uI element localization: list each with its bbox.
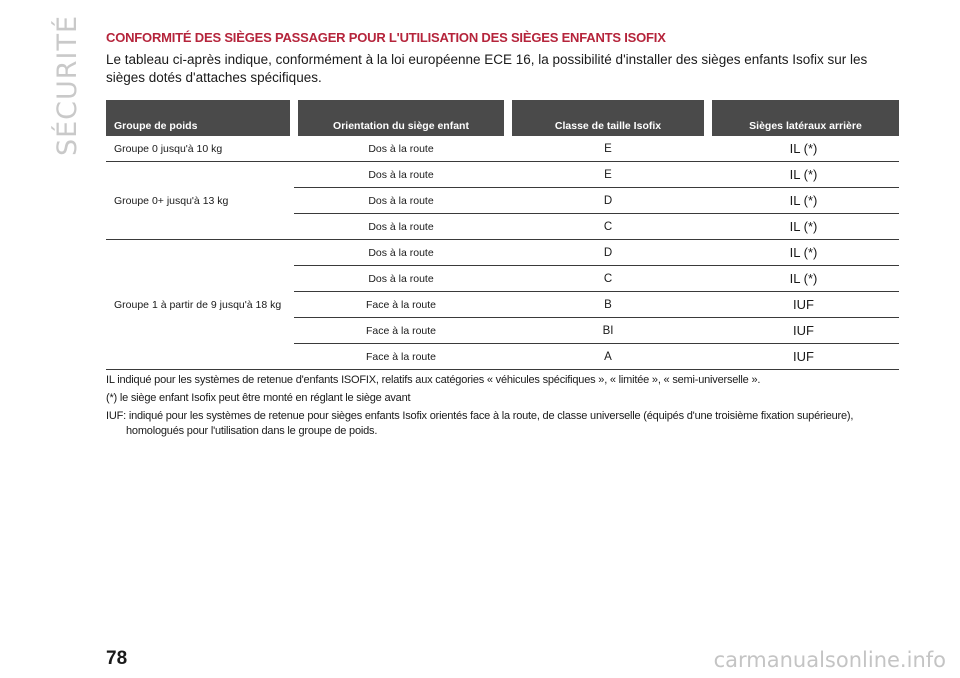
size-class-cell: E — [508, 162, 708, 188]
note-iuf: IUF: indiqué pour les systèmes de retenue pour sièges enfants Isofix orientés face à la route, de classe universelle (équipés d'une troisième fixation supérieure), homologués pour l'utilisation dans le groupe de poids. — [106, 410, 854, 437]
intro-paragraph: Le tableau ci-après indique, conformément à la loi européenne ECE 16, la possibilité d'installer des sièges enfants Isofix sur les sièges dotés d'attaches spécifiques. — [106, 52, 868, 85]
header-weight-group: Groupe de poids — [106, 100, 294, 136]
header-size-class: Classe de taille Isofix — [508, 100, 708, 136]
table-row — [106, 136, 899, 162]
page-number: 78 — [106, 648, 128, 669]
size-class-cell: C — [508, 214, 708, 240]
side-seats-cell: IUF — [708, 292, 899, 318]
size-class-cell: D — [508, 240, 708, 266]
table-row — [106, 162, 899, 188]
orientation-cell: Dos à la route — [294, 214, 508, 240]
section-heading: CONFORMITÉ DES SIÈGES PASSAGER POUR L'UTILISATION DES SIÈGES ENFANTS ISOFIX — [106, 30, 666, 45]
weight-group-cell: Groupe 0+ jusqu'à 13 kg — [106, 162, 294, 240]
side-seats-cell: IL (*) — [708, 240, 899, 266]
table-header — [106, 100, 899, 136]
side-seats-cell: IL (*) — [708, 136, 899, 162]
header-orientation: Orientation du siège enfant — [294, 100, 508, 136]
orientation-cell: Face à la route — [294, 344, 508, 370]
weight-group-cell: Groupe 1 à partir de 9 jusqu'à 18 kg — [106, 240, 294, 370]
size-class-cell: E — [508, 136, 708, 162]
side-seats-cell: IUF — [708, 318, 899, 344]
size-class-cell: B — [508, 292, 708, 318]
header-side-seats: Sièges latéraux arrière — [708, 100, 899, 136]
side-seats-cell: IUF — [708, 344, 899, 370]
orientation-cell: Dos à la route — [294, 136, 508, 162]
table-header-row — [106, 100, 899, 136]
side-seats-cell: IL (*) — [708, 266, 899, 292]
orientation-cell: Face à la route — [294, 292, 508, 318]
size-class-cell: A — [508, 344, 708, 370]
section-side-label — [50, 14, 86, 156]
page-content — [106, 30, 900, 442]
table-row — [106, 240, 899, 266]
section-side-label-text: SÉCURITÉ — [52, 14, 84, 156]
orientation-cell: Face à la route — [294, 318, 508, 344]
note-asterisk: (*) le siège enfant Isofix peut être monté en réglant le siège avant — [106, 392, 411, 404]
side-seats-cell: IL (*) — [708, 214, 899, 240]
orientation-cell: Dos à la route — [294, 188, 508, 214]
side-seats-cell: IL (*) — [708, 162, 899, 188]
site-watermark: carmanualsonline.info — [713, 648, 946, 672]
orientation-cell: Dos à la route — [294, 266, 508, 292]
size-class-cell: C — [508, 266, 708, 292]
weight-group-cell: Groupe 0 jusqu'à 10 kg — [106, 136, 294, 162]
size-class-cell: BI — [508, 318, 708, 344]
isofix-table — [106, 100, 899, 370]
orientation-cell: Dos à la route — [294, 240, 508, 266]
table-body — [106, 136, 899, 370]
size-class-cell: D — [508, 188, 708, 214]
table-notes — [106, 373, 900, 439]
side-seats-cell: IL (*) — [708, 188, 899, 214]
orientation-cell: Dos à la route — [294, 162, 508, 188]
note-il: IL indiqué pour les systèmes de retenue d'enfants ISOFIX, relatifs aux catégories « véhicules spécifiques », « limitée », « semi-universelle ». — [106, 374, 761, 386]
